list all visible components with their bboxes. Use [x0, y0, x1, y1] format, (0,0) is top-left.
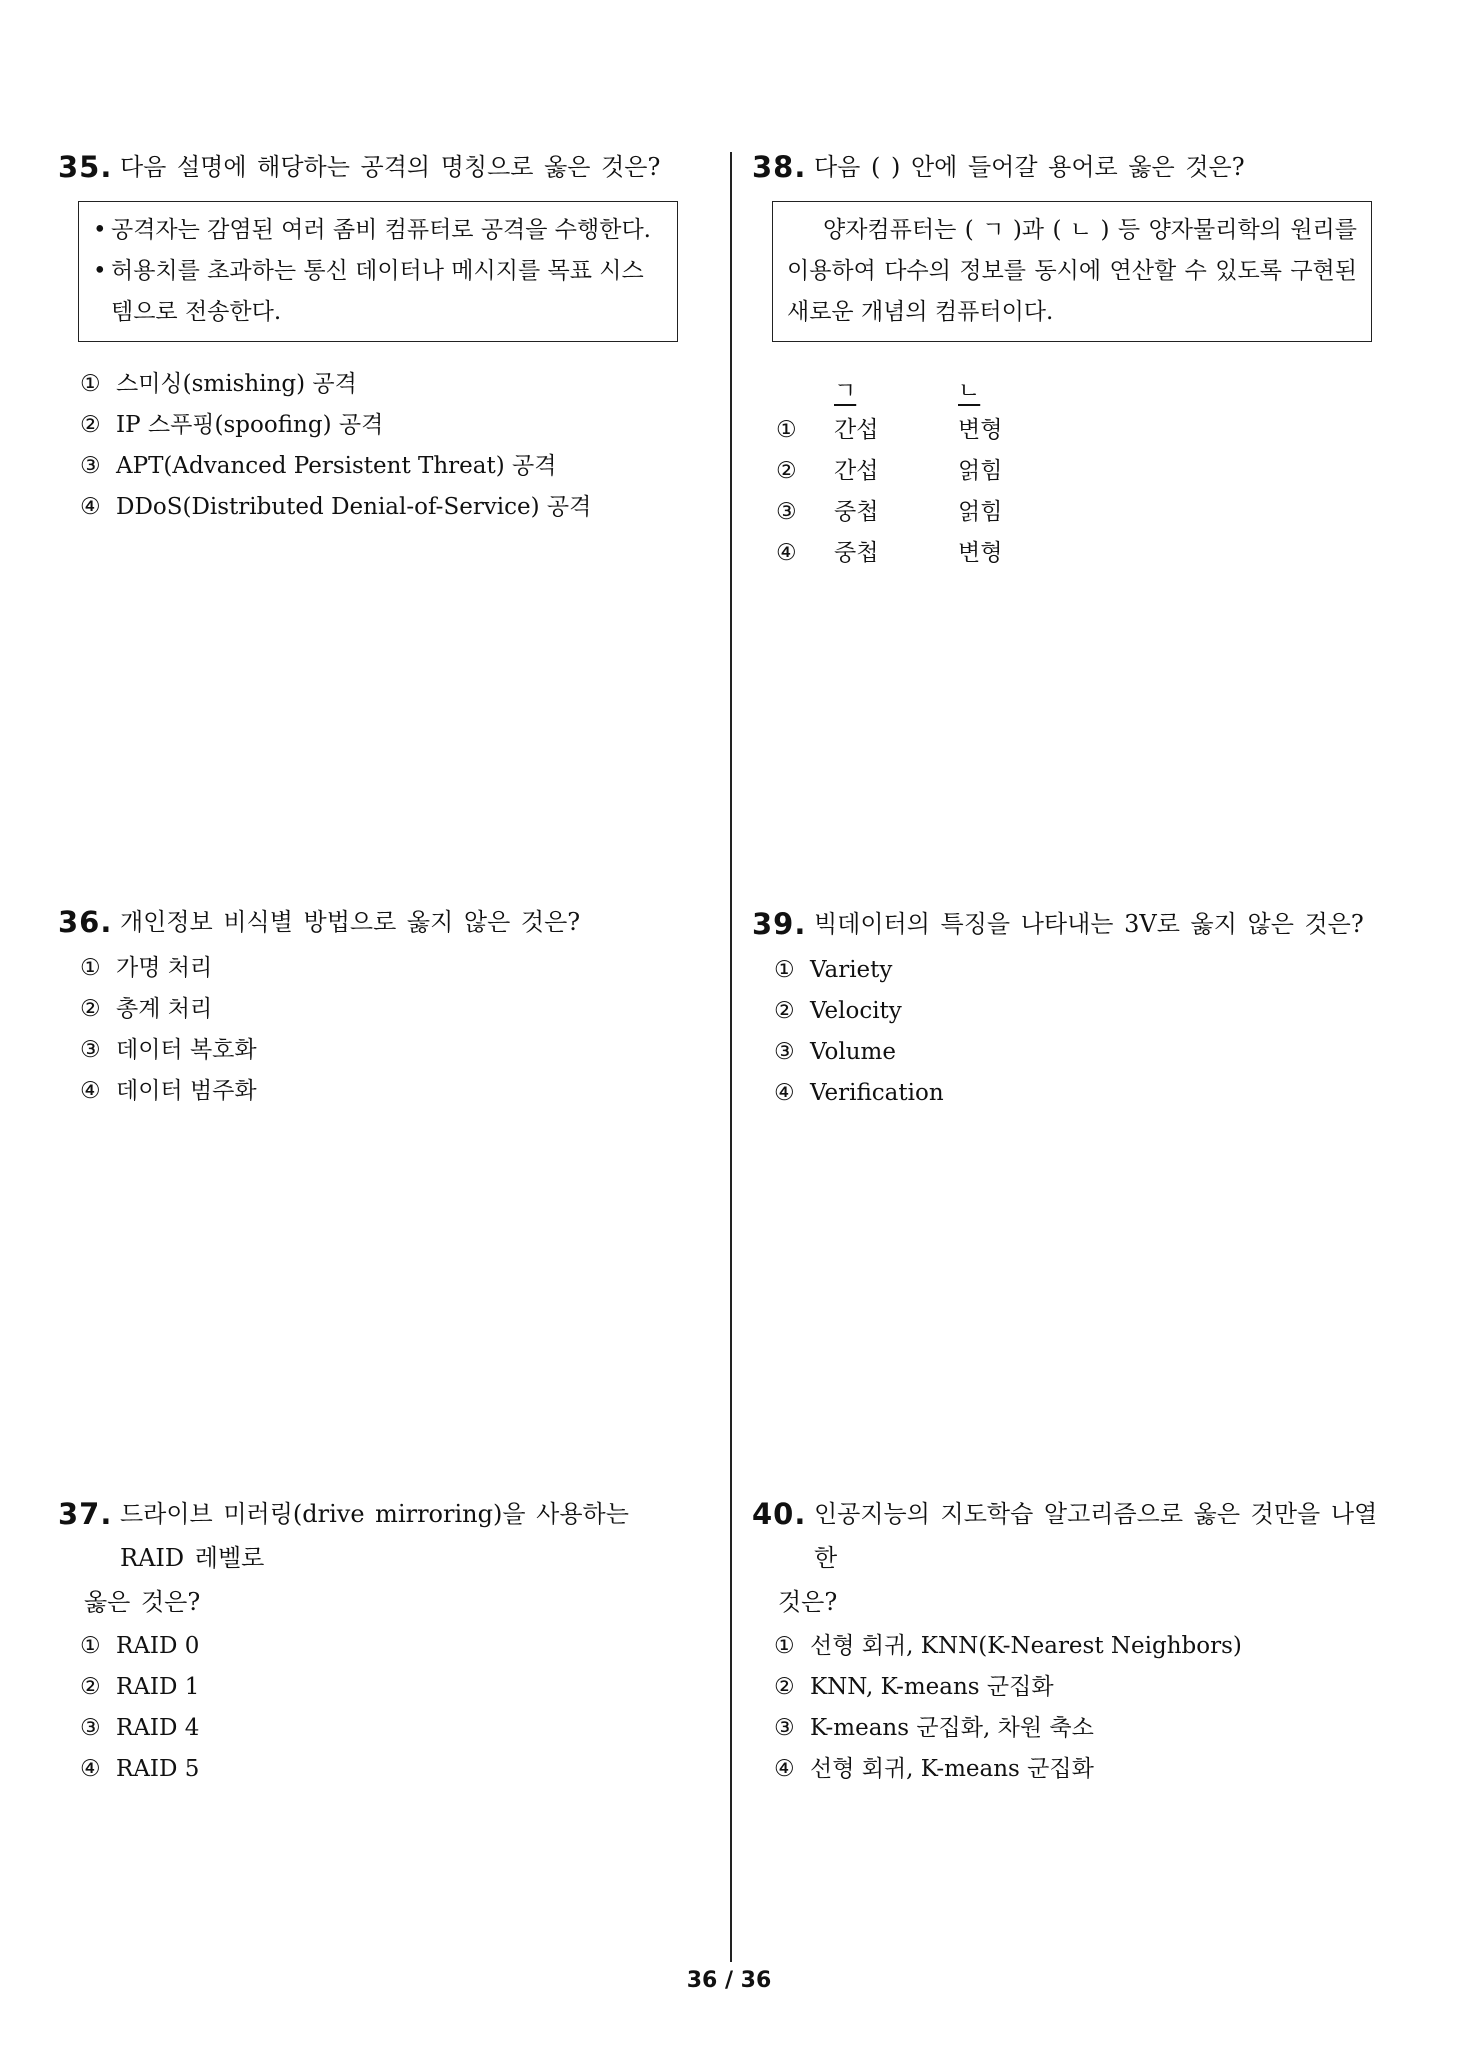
option-3[interactable]: [776, 492, 1392, 533]
option-2[interactable]: [80, 1667, 698, 1708]
option-3[interactable]: [80, 1708, 698, 1749]
option-mark: ②: [80, 412, 101, 438]
option-mark: ①: [774, 957, 795, 983]
box-paragraph: 양자컴퓨터는 ( ㄱ )과 ( ㄴ ) 등 양자물리학의 원리를 이용하여 다수의 정보를 동시에 연산할 수 있도록 구현된 새로운 개념의 컴퓨터이다.: [787, 217, 1357, 325]
question-header: [752, 145, 1392, 189]
question-text: 드라이브 미러링(drive mirroring)을 사용하는 RAID 레벨로: [120, 1500, 629, 1572]
option-text: 총계 처리: [116, 996, 213, 1022]
option-text: IP 스푸핑(spoofing) 공격: [116, 412, 384, 438]
option-text: 가명 처리: [116, 955, 213, 981]
info-box: [78, 201, 678, 342]
option-text: DDoS(Distributed Denial-of-Service) 공격: [116, 494, 592, 520]
option-mark: ④: [80, 1756, 101, 1782]
option-mark: ①: [80, 955, 101, 981]
option-mark: ③: [776, 499, 797, 525]
option-text: RAID 1: [116, 1674, 200, 1700]
question-number: 36.: [58, 905, 113, 939]
option-text: 선형 회귀, KNN(K-Nearest Neighbors): [810, 1633, 1242, 1659]
option-1[interactable]: [80, 948, 698, 989]
question-text-continued: 것은?: [778, 1588, 838, 1616]
column-header-b: ㄴ: [958, 378, 981, 404]
option-1[interactable]: [776, 410, 1392, 451]
question-text: 다음 설명에 해당하는 공격의 명칭으로 옳은 것은?: [120, 153, 661, 181]
question-text-continued: 옳은 것은?: [84, 1588, 201, 1616]
option-3[interactable]: [774, 1032, 1392, 1073]
column-divider: [730, 152, 732, 1962]
option-3[interactable]: [80, 1030, 698, 1071]
option-4[interactable]: [80, 1749, 698, 1790]
option-mark: ②: [776, 458, 797, 484]
option-3[interactable]: [80, 446, 698, 487]
option-1[interactable]: [80, 364, 698, 405]
option-mark: ③: [774, 1039, 795, 1065]
page-number: 36 / 36: [686, 1968, 772, 1993]
option-2[interactable]: [80, 405, 698, 446]
question-36: [58, 900, 698, 1112]
option-text: RAID 0: [116, 1633, 200, 1659]
box-bullet: • 허용치를 초과하는 통신 데이터나 메시지를 목표 시스템으로 전송한다.: [93, 251, 663, 333]
option-2[interactable]: [774, 1667, 1392, 1708]
question-text: 개인정보 비식별 방법으로 옳지 않은 것은?: [120, 908, 581, 936]
option-2[interactable]: [776, 451, 1392, 492]
option-text: Velocity: [810, 998, 902, 1024]
option-mark: ①: [774, 1633, 795, 1659]
question-text: 인공지능의 지도학습 알고리즘으로 옳은 것만을 나열한: [814, 1500, 1378, 1572]
option-text: K-means 군집화, 차원 축소: [810, 1715, 1094, 1741]
question-35: [58, 145, 698, 528]
option-mark: ①: [776, 417, 797, 443]
answer-options: [80, 364, 698, 528]
question-header: [752, 902, 1392, 946]
column-header-a: ㄱ: [834, 378, 857, 404]
option-text: Volume: [810, 1039, 896, 1065]
option-mark: ①: [80, 1633, 101, 1659]
option-text: 데이터 복호화: [116, 1037, 257, 1063]
option-text: Variety: [810, 957, 893, 983]
question-number: 40.: [752, 1497, 807, 1531]
option-text: RAID 4: [116, 1715, 200, 1741]
option-mark: ④: [776, 540, 797, 566]
answer-table-header: [776, 372, 1392, 410]
option-text: 데이터 범주화: [116, 1078, 257, 1104]
option-text: 스미싱(smishing) 공격: [116, 371, 357, 397]
question-number: 37.: [58, 1497, 113, 1531]
option-1[interactable]: [80, 1626, 698, 1667]
question-text: 빅데이터의 특징을 나타내는 3V로 옳지 않은 것은?: [814, 910, 1364, 938]
question-number: 39.: [752, 907, 807, 941]
option-a: 간섭: [834, 458, 879, 484]
question-number: 35.: [58, 150, 113, 184]
answer-options: [774, 950, 1392, 1114]
option-mark: ②: [80, 1674, 101, 1700]
answer-options: [80, 1626, 698, 1790]
option-b: 변형: [958, 540, 1003, 566]
option-mark: ②: [774, 1674, 795, 1700]
option-mark: ③: [80, 453, 101, 479]
option-a: 중첩: [834, 540, 879, 566]
option-a: 간섭: [834, 417, 879, 443]
box-bullet: • 공격자는 감염된 여러 좀비 컴퓨터로 공격을 수행한다.: [93, 210, 663, 251]
option-text: RAID 5: [116, 1756, 200, 1782]
option-text: KNN, K-means 군집화: [810, 1674, 1054, 1700]
question-header: [58, 145, 698, 189]
answer-options: [774, 1626, 1392, 1790]
info-box: [772, 201, 1372, 342]
question-38: [752, 145, 1392, 574]
option-mark: ④: [774, 1080, 795, 1106]
option-mark: ②: [80, 996, 101, 1022]
option-4[interactable]: [774, 1749, 1392, 1790]
option-4[interactable]: [80, 1071, 698, 1112]
option-mark: ④: [774, 1756, 795, 1782]
option-2[interactable]: [774, 991, 1392, 1032]
question-39: [752, 902, 1392, 1114]
question-number: 38.: [752, 150, 807, 184]
option-b: 얽힘: [958, 499, 1003, 525]
option-4[interactable]: [80, 487, 698, 528]
option-mark: ④: [80, 1078, 101, 1104]
question-header: [58, 1492, 698, 1624]
option-mark: ③: [774, 1715, 795, 1741]
option-3[interactable]: [774, 1708, 1392, 1749]
question-text: 다음 ( ) 안에 들어갈 용어로 옳은 것은?: [814, 153, 1245, 181]
option-mark: ①: [80, 371, 101, 397]
option-mark: ②: [774, 998, 795, 1024]
option-2[interactable]: [80, 989, 698, 1030]
option-text: Verification: [810, 1080, 944, 1106]
option-mark: ③: [80, 1037, 101, 1063]
option-4[interactable]: [774, 1073, 1392, 1114]
question-header: [58, 900, 698, 944]
option-1[interactable]: [774, 1626, 1392, 1667]
option-text: 선형 회귀, K-means 군집화: [810, 1756, 1094, 1782]
option-1[interactable]: [774, 950, 1392, 991]
option-a: 중첩: [834, 499, 879, 525]
option-b: 얽힘: [958, 458, 1003, 484]
option-mark: ③: [80, 1715, 101, 1741]
option-text: APT(Advanced Persistent Threat) 공격: [116, 453, 557, 479]
answer-options: [80, 948, 698, 1112]
question-header: [752, 1492, 1392, 1624]
option-b: 변형: [958, 417, 1003, 443]
question-40: [752, 1492, 1392, 1790]
option-mark: ④: [80, 494, 101, 520]
option-4[interactable]: [776, 533, 1392, 574]
question-37: [58, 1492, 698, 1790]
